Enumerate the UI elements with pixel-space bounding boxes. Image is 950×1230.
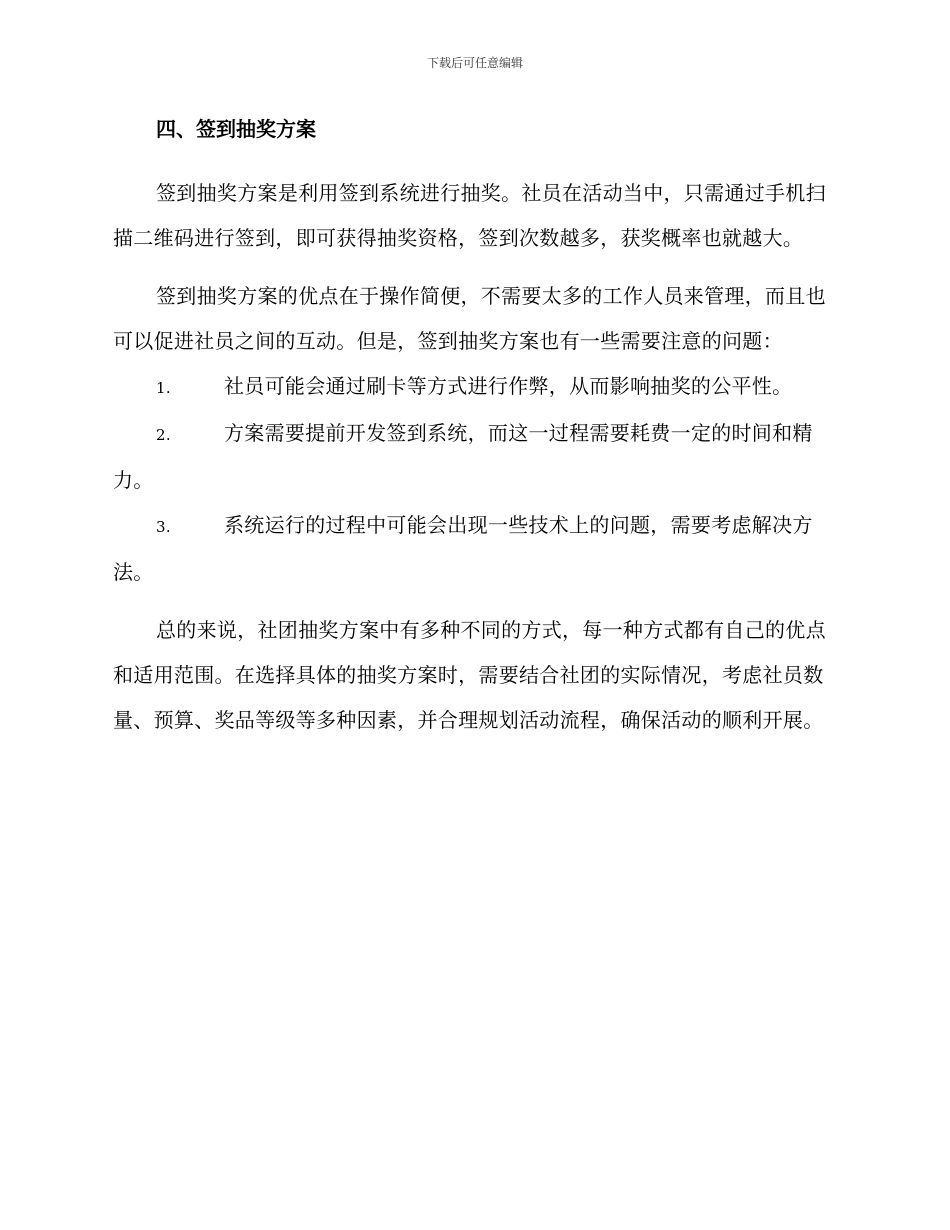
paragraph-advantages: 签到抽奖方案的优点在于操作简便，不需要太多的工作人员来管理，而且也可以促进社员之间的互动。但是，签到抽奖方案也有一些需要注意的问题： — [113, 284, 826, 353]
page-header-note: 下载后可任意编辑 — [426, 56, 523, 70]
list-item-number: 2. — [156, 426, 171, 444]
paragraph-conclusion: 总的来说，社团抽奖方案中有多种不同的方式，每一种方式都有自己的优点和适用范围。在选择具体的抽奖方案时，需要结合社团的实际情况，考虑社员数量、预算、奖品等级等多种因素，并合理规划活动流程，确保活动的顺利开展。 — [113, 618, 826, 732]
document-body — [113, 114, 833, 743]
list-item — [113, 411, 833, 503]
list-item — [113, 364, 833, 411]
section-heading: 四、签到抽奖方案 — [156, 117, 316, 141]
list-item-number: 1. — [156, 379, 171, 397]
list-item — [113, 503, 833, 595]
list-item-text: 方案需要提前开发签到系统，而这一过程需要耗费一定的时间和精力。 — [113, 421, 813, 492]
list-item-number: 3. — [156, 518, 171, 536]
list-item-text: 系统运行的过程中可能会出现一些技术上的问题，需要考虑解决方法。 — [113, 513, 813, 584]
list-item-text: 社员可能会通过刷卡等方式进行作弊，从而影响抽奖的公平性。 — [224, 374, 793, 398]
paragraph-intro: 签到抽奖方案是利用签到系统进行抽奖。社员在活动当中，只需通过手机扫描二维码进行签到，即可获得抽奖资格，签到次数越多，获奖概率也就越大。 — [113, 181, 826, 250]
